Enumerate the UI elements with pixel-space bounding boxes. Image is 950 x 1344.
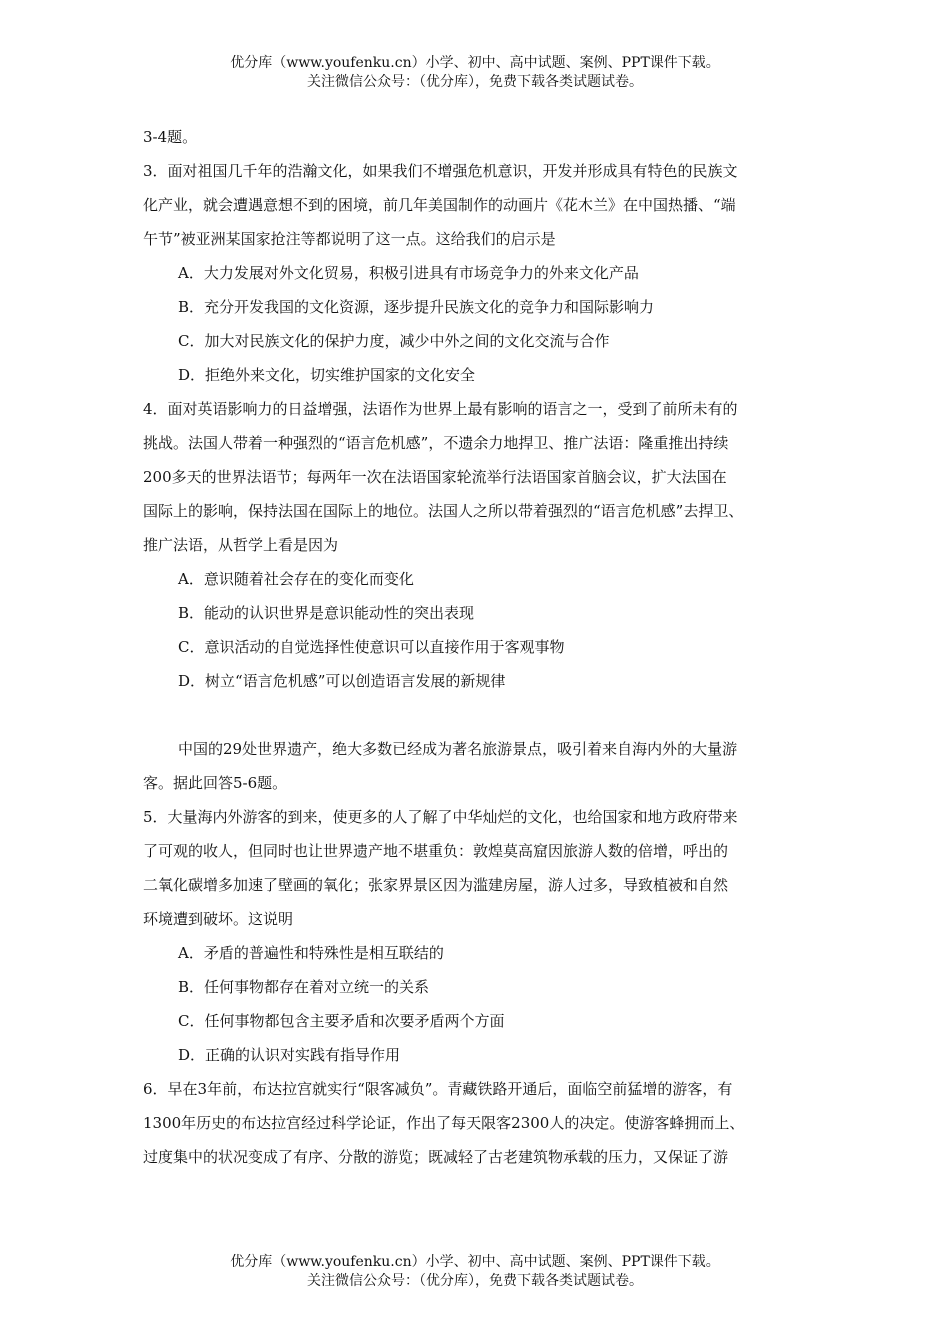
question-text-line: 环境遭到破坏。这说明 bbox=[143, 910, 294, 928]
option-a: A．矛盾的普遍性和特殊性是相互联结的 bbox=[178, 944, 444, 962]
question-text-line: 了可观的收人，但同时也让世界遗产地不堪重负：敦煌莫高窟因旅游人数的倍增，呼出的 bbox=[143, 842, 729, 860]
question-text-line: 推广法语，从哲学上看是因为 bbox=[143, 536, 339, 554]
document-body bbox=[143, 120, 823, 1174]
question-text-line: 1300年历史的布达拉宫经过科学论证，作出了每天限客2300人的决定。使游客蜂拥而上、 bbox=[143, 1114, 745, 1132]
question-text-line: 化产业，就会遭遇意想不到的困境，前几年美国制作的动画片《花木兰》在中国热播、“端 bbox=[143, 196, 736, 214]
footer-line-1: 优分库（www.youfenku.cn）小学、初中、高中试题、案例、PPT课件下载。 bbox=[230, 1254, 720, 1270]
option-a: A．大力发展对外文化贸易，积极引进具有市场竞争力的外来文化产品 bbox=[178, 264, 639, 282]
option-c: C．加大对民族文化的保护力度，减少中外之间的文化交流与合作 bbox=[178, 332, 610, 350]
option-d: D．树立“语言危机感”可以创造语言发展的新规律 bbox=[178, 672, 506, 690]
question-text-line: 3．面对祖国几千年的浩瀚文化，如果我们不增强危机意识，开发并形成具有特色的民族文 bbox=[143, 162, 738, 180]
material-text-line: 中国的29处世界遗产，绝大多数已经成为著名旅游景点，吸引着来自海内外的大量游 bbox=[178, 740, 738, 758]
option-c: C．意识活动的自觉选择性使意识可以直接作用于客观事物 bbox=[178, 638, 565, 656]
option-d: D．正确的认识对实践有指导作用 bbox=[178, 1046, 401, 1064]
option-c: C．任何事物都包含主要矛盾和次要矛盾两个方面 bbox=[178, 1012, 505, 1030]
question-5 bbox=[143, 800, 823, 1072]
material-intro bbox=[143, 732, 823, 800]
option-d: D．拒绝外来文化，切实维护国家的文化安全 bbox=[178, 366, 476, 384]
option-b: B．充分开发我国的文化资源，逐步提升民族文化的竞争力和国际影响力 bbox=[178, 298, 655, 316]
question-text-line: 200多天的世界法语节；每两年一次在法语国家轮流举行法语国家首脑会议，扩大法国在 bbox=[143, 468, 727, 486]
page-header bbox=[0, 54, 950, 92]
question-text-line: 午节”被亚洲某国家抢注等都说明了这一点。这给我们的启示是 bbox=[143, 230, 556, 248]
question-text-line: 5．大量海内外游客的到来，使更多的人了解了中华灿烂的文化，也给国家和地方政府带来 bbox=[143, 808, 738, 826]
question-text-line: 二氧化碳增多加速了壁画的氧化；张家界景区因为滥建房屋，游人过多，导致植被和自然 bbox=[143, 876, 729, 894]
question-text-line: 4．面对英语影响力的日益增强，法语作为世界上最有影响的语言之一，受到了前所未有的 bbox=[143, 400, 738, 418]
question-text-line: 挑战。法国人带着一种强烈的“语言危机感”，不遗余力地捍卫、推广法语：隆重推出持续 bbox=[143, 434, 729, 452]
question-6 bbox=[143, 1072, 823, 1174]
question-3 bbox=[143, 154, 823, 392]
header-line-1: 优分库（www.youfenku.cn）小学、初中、高中试题、案例、PPT课件下载。 bbox=[230, 55, 720, 71]
question-text-line: 国际上的影响，保持法国在国际上的地位。法国人之所以带着强烈的“语言危机感”去捍卫、 bbox=[143, 502, 744, 520]
page-footer bbox=[0, 1253, 950, 1291]
footer-line-2: 关注微信公众号：（优分库），免费下载各类试题试卷。 bbox=[307, 1273, 643, 1289]
option-b: B．能动的认识世界是意识能动性的突出表现 bbox=[178, 604, 475, 622]
intro-tail: 3-4题。 bbox=[143, 128, 198, 146]
question-text-line: 过度集中的状况变成了有序、分散的游览；既减轻了古老建筑物承载的压力，又保证了游 bbox=[143, 1148, 729, 1166]
option-b: B．任何事物都存在着对立统一的关系 bbox=[178, 978, 430, 996]
blank-line bbox=[143, 698, 823, 732]
header-line-2: 关注微信公众号：（优分库），免费下载各类试题试卷。 bbox=[307, 74, 643, 90]
material-text-line: 客。据此回答5-6题。 bbox=[143, 774, 288, 792]
question-4 bbox=[143, 392, 823, 698]
option-a: A．意识随着社会存在的变化而变化 bbox=[178, 570, 414, 588]
question-text-line: 6．早在3年前，布达拉宫就实行“限客减负”。青藏铁路开通后，面临空前猛增的游客，有 bbox=[143, 1080, 733, 1098]
